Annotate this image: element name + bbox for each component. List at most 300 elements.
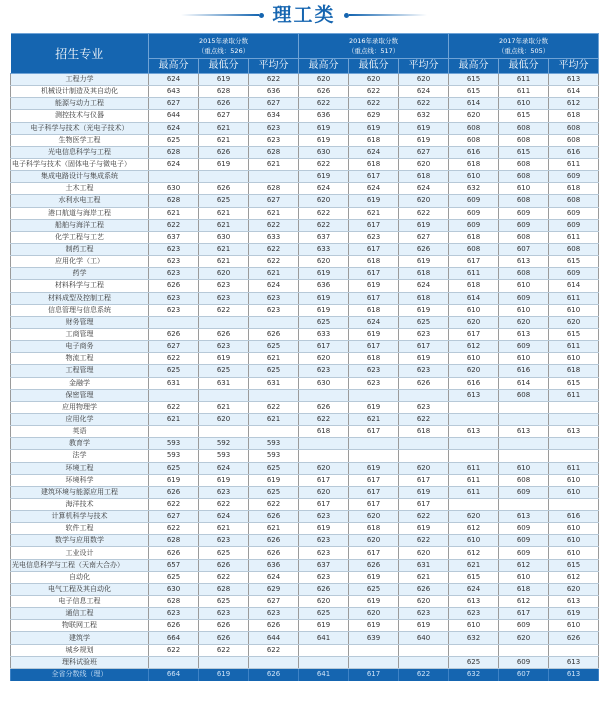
major-name: 电子科学与技术（固体电子与微电子） [11, 158, 149, 170]
table-row [11, 632, 599, 644]
score-2017-min: 614 [499, 377, 549, 389]
score-2015-min: 624 [199, 462, 249, 474]
score-2016-min: 617 [349, 243, 399, 255]
score-2017-max: 625 [449, 656, 499, 668]
score-2015-max: 627 [149, 341, 199, 353]
score-2015-avg: 626 [249, 547, 299, 559]
score-2016-min [349, 389, 399, 401]
cutoff-2016-min: 617 [349, 668, 399, 681]
score-2017-max: 632 [449, 183, 499, 195]
score-2015-min: 626 [199, 632, 249, 644]
score-2017-min: 611 [499, 86, 549, 98]
min-score-header: 最低分 [199, 59, 249, 74]
score-2016-max: 617 [299, 341, 349, 353]
score-2015-min: 626 [199, 146, 249, 158]
score-2015-max [149, 426, 199, 438]
score-2015-max: 628 [149, 195, 199, 207]
score-2016-max: 626 [299, 401, 349, 413]
score-2017-max: 615 [449, 571, 499, 583]
major-name: 制药工程 [11, 243, 149, 255]
score-2017-min: 609 [499, 523, 549, 535]
score-2016-avg: 618 [399, 292, 449, 304]
score-2015-max: 627 [149, 98, 199, 110]
table-row [11, 243, 599, 255]
score-2017-avg: 610 [549, 353, 599, 365]
score-2016-min: 624 [349, 183, 399, 195]
score-2017-min: 607 [499, 243, 549, 255]
score-2015-avg: 627 [249, 98, 299, 110]
score-2015-min: 620 [199, 413, 249, 425]
score-2016-max: 636 [299, 110, 349, 122]
score-2017-min: 608 [499, 122, 549, 134]
score-2017-max: 620 [449, 365, 499, 377]
score-2016-avg: 620 [399, 158, 449, 170]
score-2016-max: 623 [299, 535, 349, 547]
score-2015-min [199, 389, 249, 401]
score-2016-min: 620 [349, 608, 399, 620]
cutoff-2017-min: 607 [499, 668, 549, 681]
score-2015-max: 624 [149, 122, 199, 134]
score-2015-avg: 621 [249, 353, 299, 365]
score-2017-avg: 609 [549, 268, 599, 280]
score-2017-min: 610 [499, 304, 549, 316]
score-2015-max: 624 [149, 74, 199, 86]
table-row [11, 122, 599, 134]
score-2015-min: 628 [199, 86, 249, 98]
score-2015-min: 623 [199, 486, 249, 498]
score-2017-avg: 611 [549, 341, 599, 353]
score-2017-avg: 618 [549, 365, 599, 377]
score-2015-min: 592 [199, 438, 249, 450]
major-name: 水利水电工程 [11, 195, 149, 207]
score-2017-avg: 612 [549, 98, 599, 110]
score-2016-avg: 622 [399, 413, 449, 425]
score-2017-max: 611 [449, 268, 499, 280]
score-2016-min: 626 [349, 559, 399, 571]
score-2017-min: 609 [499, 341, 549, 353]
score-2017-avg: 618 [549, 183, 599, 195]
score-2017-avg: 613 [549, 74, 599, 86]
score-2016-max [299, 438, 349, 450]
score-2016-avg: 618 [399, 268, 449, 280]
score-2017-avg: 610 [549, 547, 599, 559]
score-2017-max: 610 [449, 620, 499, 632]
score-2015-min: 630 [199, 231, 249, 243]
score-2017-avg: 610 [549, 474, 599, 486]
major-name: 工商管理 [11, 328, 149, 340]
max-score-header: 最高分 [449, 59, 499, 74]
score-2017-max: 620 [449, 511, 499, 523]
score-2017-min: 610 [499, 571, 549, 583]
score-2016-max: 623 [299, 365, 349, 377]
score-2017-avg [549, 644, 599, 656]
table-row [11, 195, 599, 207]
score-2017-avg [549, 450, 599, 462]
score-2016-avg: 631 [399, 559, 449, 571]
major-name: 数学与应用数学 [11, 535, 149, 547]
score-2015-max: 630 [149, 183, 199, 195]
score-2016-max: 630 [299, 146, 349, 158]
major-name: 药学 [11, 268, 149, 280]
score-2017-avg: 611 [549, 231, 599, 243]
table-row [11, 219, 599, 231]
score-2016-max: 620 [299, 256, 349, 268]
score-2017-max [449, 644, 499, 656]
score-2015-min: 627 [199, 110, 249, 122]
min-score-header: 最低分 [499, 59, 549, 74]
score-2016-max: 619 [299, 620, 349, 632]
cutoff-2015-avg: 626 [249, 668, 299, 681]
score-2017-max: 610 [449, 304, 499, 316]
major-name: 计算机科学与技术 [11, 511, 149, 523]
score-2016-avg: 625 [399, 316, 449, 328]
table-row [11, 656, 599, 668]
score-2015-avg: 623 [249, 122, 299, 134]
score-2017-avg: 615 [549, 559, 599, 571]
score-2016-max: 626 [299, 583, 349, 595]
score-2016-min: 617 [349, 268, 399, 280]
year-2016-header: 2016年录取分数 （重点线：517） [299, 34, 449, 59]
score-2015-max: 622 [149, 401, 199, 413]
score-2015-min: 624 [199, 511, 249, 523]
score-2016-min: 620 [349, 511, 399, 523]
major-name: 电子科学与技术（光电子技术） [11, 122, 149, 134]
cutoff-2017-max: 632 [449, 668, 499, 681]
score-2015-avg: 625 [249, 341, 299, 353]
score-2017-avg: 615 [549, 377, 599, 389]
score-2015-avg: 627 [249, 195, 299, 207]
score-2015-max: 622 [149, 353, 199, 365]
cutoff-2016-avg: 622 [399, 668, 449, 681]
score-2017-min: 608 [499, 268, 549, 280]
score-2016-avg: 626 [399, 583, 449, 595]
score-2017-min: 613 [499, 256, 549, 268]
score-2017-max: 613 [449, 596, 499, 608]
score-2016-avg: 623 [399, 608, 449, 620]
score-2017-max: 609 [449, 219, 499, 231]
score-2017-avg: 613 [549, 426, 599, 438]
score-2015-max: 626 [149, 486, 199, 498]
score-2016-avg [399, 438, 449, 450]
score-2016-min: 619 [349, 328, 399, 340]
score-2015-min: 623 [199, 292, 249, 304]
score-2015-max: 626 [149, 328, 199, 340]
major-name: 机械设计制造及其自动化 [11, 86, 149, 98]
score-2015-avg: 624 [249, 571, 299, 583]
table-row [11, 256, 599, 268]
score-2017-max: 610 [449, 171, 499, 183]
score-2016-avg [399, 389, 449, 401]
table-row [11, 474, 599, 486]
score-2016-min: 619 [349, 280, 399, 292]
score-2015-max: 624 [149, 158, 199, 170]
score-2016-min: 621 [349, 413, 399, 425]
score-2015-max: 621 [149, 413, 199, 425]
score-2016-max: 620 [299, 353, 349, 365]
score-2017-min: 620 [499, 632, 549, 644]
score-2016-max: 622 [299, 413, 349, 425]
score-2017-min: 609 [499, 292, 549, 304]
table-row [11, 571, 599, 583]
score-2016-max: 633 [299, 328, 349, 340]
score-2017-max: 608 [449, 243, 499, 255]
score-2015-min [199, 171, 249, 183]
score-2015-max: 622 [149, 523, 199, 535]
score-2017-min: 615 [499, 110, 549, 122]
score-2015-max: 637 [149, 231, 199, 243]
major-name: 工业设计 [11, 547, 149, 559]
score-2015-min: 621 [199, 122, 249, 134]
max-score-header: 最高分 [149, 59, 199, 74]
score-2017-max: 615 [449, 86, 499, 98]
score-2017-avg: 619 [549, 608, 599, 620]
score-2017-max: 624 [449, 583, 499, 595]
score-2016-avg: 619 [399, 620, 449, 632]
score-2016-avg: 619 [399, 523, 449, 535]
score-2016-min: 619 [349, 462, 399, 474]
score-2015-avg: 621 [249, 207, 299, 219]
title-dot-left [259, 13, 264, 18]
table-body [11, 74, 599, 681]
major-name: 电子商务 [11, 341, 149, 353]
major-name: 能源与动力工程 [11, 98, 149, 110]
major-name: 光电信息科学与工程（天南大合办） [11, 559, 149, 571]
score-2016-min: 618 [349, 523, 399, 535]
score-2016-avg: 624 [399, 86, 449, 98]
score-2016-max: 619 [299, 523, 349, 535]
table-row [11, 438, 599, 450]
score-2017-avg: 610 [549, 535, 599, 547]
score-2015-min: 623 [199, 341, 249, 353]
score-2016-avg: 619 [399, 219, 449, 231]
score-2017-min: 609 [499, 486, 549, 498]
score-2015-avg: 625 [249, 486, 299, 498]
major-name: 应用化学（工） [11, 256, 149, 268]
score-2015-min: 593 [199, 450, 249, 462]
table-row [11, 535, 599, 547]
score-2015-max: 593 [149, 450, 199, 462]
score-2017-min [499, 401, 549, 413]
score-2016-avg: 626 [399, 377, 449, 389]
score-2015-avg [249, 171, 299, 183]
score-2015-max: 630 [149, 583, 199, 595]
score-2015-min: 625 [199, 195, 249, 207]
score-2016-max: 625 [299, 316, 349, 328]
score-2016-avg: 620 [399, 195, 449, 207]
score-2016-min: 619 [349, 195, 399, 207]
score-2017-min: 608 [499, 231, 549, 243]
score-2017-max: 609 [449, 207, 499, 219]
cutoff-2015-max: 664 [149, 668, 199, 681]
score-2016-max: 623 [299, 547, 349, 559]
score-2016-min: 620 [349, 74, 399, 86]
score-2016-avg [399, 656, 449, 668]
score-2017-max: 610 [449, 353, 499, 365]
score-2016-max [299, 389, 349, 401]
score-2017-avg: 612 [549, 571, 599, 583]
major-name: 金融学 [11, 377, 149, 389]
score-2015-min: 626 [199, 328, 249, 340]
score-2015-max: 623 [149, 608, 199, 620]
score-2017-max: 614 [449, 98, 499, 110]
score-2017-min: 609 [499, 620, 549, 632]
score-2016-min: 618 [349, 256, 399, 268]
major-name: 物联网工程 [11, 620, 149, 632]
score-2015-avg: 626 [249, 620, 299, 632]
score-2016-min: 624 [349, 146, 399, 158]
major-name: 材料成型及控制工程 [11, 292, 149, 304]
section-title-bar [0, 0, 608, 30]
score-2016-avg: 620 [399, 596, 449, 608]
score-2016-max: 619 [299, 304, 349, 316]
cutoff-2016-max: 641 [299, 668, 349, 681]
score-2016-max: 623 [299, 511, 349, 523]
score-2017-avg [549, 413, 599, 425]
score-2017-min [499, 413, 549, 425]
score-2015-avg: 622 [249, 74, 299, 86]
score-2016-max: 637 [299, 559, 349, 571]
score-2016-min [349, 450, 399, 462]
score-2017-avg: 611 [549, 292, 599, 304]
score-2016-avg: 619 [399, 353, 449, 365]
score-2015-min: 620 [199, 268, 249, 280]
score-2016-max: 625 [299, 608, 349, 620]
title-divider-left [181, 14, 259, 16]
table-row [11, 183, 599, 195]
score-2017-max: 612 [449, 341, 499, 353]
table-row [11, 644, 599, 656]
score-2016-min: 623 [349, 365, 399, 377]
score-2015-min: 623 [199, 535, 249, 547]
score-2016-min: 639 [349, 632, 399, 644]
score-2015-min: 621 [199, 256, 249, 268]
score-2017-max: 620 [449, 316, 499, 328]
major-name: 理科试验班 [11, 656, 149, 668]
score-2017-avg: 616 [549, 146, 599, 158]
score-2016-min: 623 [349, 231, 399, 243]
score-2017-avg: 608 [549, 243, 599, 255]
table-row [11, 620, 599, 632]
score-2016-avg: 618 [399, 171, 449, 183]
score-2017-max: 617 [449, 256, 499, 268]
score-2016-max: 622 [299, 219, 349, 231]
major-name: 自动化 [11, 571, 149, 583]
score-2017-max: 611 [449, 474, 499, 486]
score-2015-avg: 631 [249, 377, 299, 389]
score-2017-min: 610 [499, 280, 549, 292]
provincial-cutoff-label: 全省分数线（理） [11, 668, 149, 681]
score-2017-avg: 616 [549, 511, 599, 523]
score-2017-min: 613 [499, 328, 549, 340]
table-row [11, 207, 599, 219]
score-2017-min: 618 [499, 583, 549, 595]
score-2016-max: 617 [299, 498, 349, 510]
score-2017-avg: 610 [549, 523, 599, 535]
score-2017-max: 608 [449, 134, 499, 146]
table-row [11, 134, 599, 146]
major-name: 建筑环境与能源应用工程 [11, 486, 149, 498]
score-2016-avg: 619 [399, 134, 449, 146]
score-2015-avg [249, 426, 299, 438]
score-2015-min: 625 [199, 365, 249, 377]
score-2015-max: 664 [149, 632, 199, 644]
score-2016-max: 641 [299, 632, 349, 644]
table-row [11, 98, 599, 110]
major-name: 保密管理 [11, 389, 149, 401]
score-2017-max: 623 [449, 608, 499, 620]
table-row [11, 547, 599, 559]
score-2015-avg [249, 316, 299, 328]
score-2015-avg [249, 389, 299, 401]
score-2016-min: 618 [349, 304, 399, 316]
score-2016-min: 617 [349, 219, 399, 231]
score-2015-min: 626 [199, 559, 249, 571]
score-2015-min: 622 [199, 304, 249, 316]
score-2016-min: 620 [349, 535, 399, 547]
score-2015-max: 619 [149, 474, 199, 486]
score-2015-max: 593 [149, 438, 199, 450]
score-2017-min: 608 [499, 134, 549, 146]
score-2016-max: 618 [299, 426, 349, 438]
score-2015-min [199, 426, 249, 438]
max-score-header: 最高分 [299, 59, 349, 74]
score-2015-max: 627 [149, 511, 199, 523]
score-2016-avg: 619 [399, 256, 449, 268]
major-name: 工程力学 [11, 74, 149, 86]
score-2017-min [499, 644, 549, 656]
score-2016-avg: 619 [399, 486, 449, 498]
score-2017-max: 613 [449, 426, 499, 438]
score-2017-min: 610 [499, 98, 549, 110]
score-2015-max: 623 [149, 243, 199, 255]
score-2015-max: 623 [149, 292, 199, 304]
score-2015-min [199, 656, 249, 668]
score-2016-max: 619 [299, 292, 349, 304]
score-2017-min: 609 [499, 547, 549, 559]
score-2016-min: 618 [349, 134, 399, 146]
score-2015-avg: 622 [249, 256, 299, 268]
score-2017-avg: 609 [549, 219, 599, 231]
score-2015-avg: 623 [249, 304, 299, 316]
score-2015-max: 623 [149, 268, 199, 280]
score-2016-avg: 623 [399, 365, 449, 377]
score-2015-max [149, 171, 199, 183]
avg-score-header: 平均分 [549, 59, 599, 74]
score-2017-min: 616 [499, 365, 549, 377]
score-2016-avg: 620 [399, 547, 449, 559]
score-2015-avg: 621 [249, 413, 299, 425]
score-2017-avg: 609 [549, 171, 599, 183]
score-2017-max [449, 438, 499, 450]
avg-score-header: 平均分 [399, 59, 449, 74]
score-2017-max: 632 [449, 632, 499, 644]
score-2016-max: 626 [299, 86, 349, 98]
score-2015-max: 631 [149, 377, 199, 389]
score-2015-min: 623 [199, 280, 249, 292]
score-2017-max: 618 [449, 158, 499, 170]
score-2015-min: 625 [199, 596, 249, 608]
score-2015-max: 625 [149, 134, 199, 146]
score-2016-min: 619 [349, 596, 399, 608]
score-2015-max [149, 389, 199, 401]
score-2017-min: 610 [499, 353, 549, 365]
score-2017-min: 613 [499, 426, 549, 438]
score-2016-max: 619 [299, 134, 349, 146]
score-2015-max: 622 [149, 219, 199, 231]
score-2017-min: 608 [499, 171, 549, 183]
table-row [11, 280, 599, 292]
score-2017-min: 612 [499, 559, 549, 571]
